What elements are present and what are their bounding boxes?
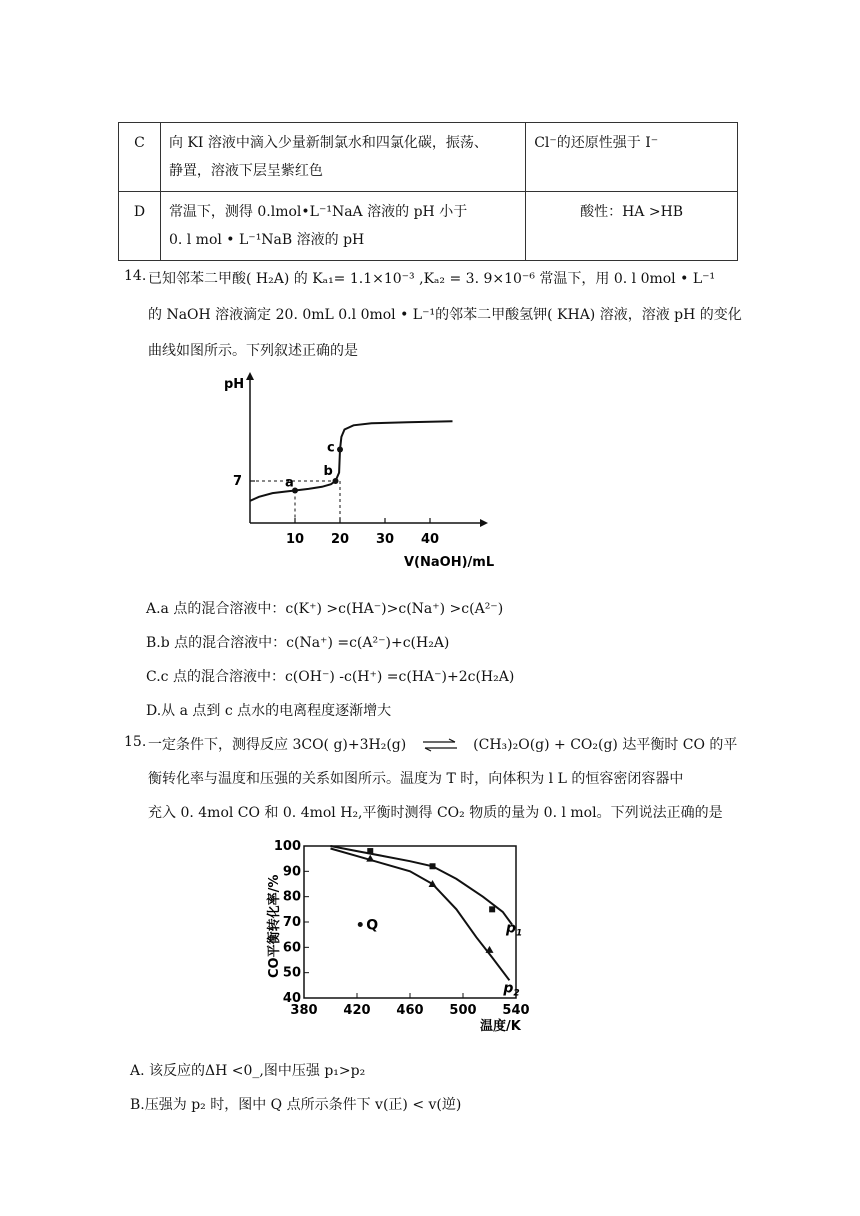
curve-points [285, 441, 343, 494]
row-label: D [119, 192, 161, 261]
reaction-right: (CH₃)₂O(g) + CO₂(g) 达平衡时 CO 的平 [473, 737, 738, 753]
question-text: 衡转化率与温度和压强的关系如图所示。温度为 T 时，向体积为 l L 的恒容密闭容器中 [148, 771, 684, 787]
y-tick-label: 70 [282, 915, 301, 930]
row-label: C [119, 123, 161, 192]
conversion-chart [258, 838, 548, 1038]
question-text: 的 NaOH 溶液滴定 20. 0mL 0.l 0mol • L⁻¹的邻苯二甲酸氢钾( KHA) 溶液，溶液 pH 的变化 [148, 307, 742, 323]
chart-series [331, 846, 523, 998]
y-tick-label: 7 [232, 474, 242, 489]
question-text [148, 734, 737, 754]
x-tick-label: 380 [290, 1003, 318, 1018]
y-axis-arrow [246, 372, 254, 380]
y-tick-label: 100 [273, 839, 301, 854]
x-tick-label: 540 [502, 1003, 530, 1018]
tick-labels [274, 839, 530, 1018]
point-c [337, 447, 343, 453]
x-tick-label: 500 [449, 1003, 477, 1018]
titration-chart [220, 368, 510, 580]
point-label-q: Q [366, 917, 379, 934]
table-row [119, 123, 738, 192]
point-b [333, 478, 339, 484]
x-axis-label: V(NaOH)/mL [404, 555, 495, 570]
y-tick-label: 60 [282, 940, 301, 956]
y-axis-label: pH [224, 377, 245, 392]
table-row [119, 192, 738, 261]
marker-square [430, 863, 436, 869]
row-text-line: 向 KI 溶液中滴入少量新制氯水和四氯化碳，振荡、 [168, 135, 488, 151]
marker-square [367, 848, 373, 854]
x-tick-label: 420 [343, 1003, 371, 1018]
series-label-p1: $p_1$ [506, 920, 523, 939]
row-text-line: 0. l mol • L⁻¹NaB 溶液的 pH [168, 232, 365, 248]
question-text: 曲线如图所示。下列叙述正确的是 [148, 343, 358, 359]
point-label-a: a [285, 475, 294, 491]
answer-option-a: A.a 点的混合溶液中：c(K⁺) >c(HA⁻)>c(Na⁺) >c(A²⁻) [146, 601, 504, 617]
question-number: 14. [124, 268, 147, 284]
ph-curve [250, 421, 453, 501]
answer-option-b: B.压强为 p₂ 时，图中 Q 点所示条件下 v(正) < v(逆) [130, 1097, 462, 1113]
question-text: 已知邻苯二甲酸( H₂A) 的 Kₐ₁= 1.1×10⁻³ ,Kₐ₂ = 3. 9×10⁻⁶ 常温下，用 0. l 0mol • L⁻¹ [148, 271, 716, 287]
row-text [160, 123, 525, 192]
options-table [118, 122, 738, 261]
chart-axes [246, 372, 488, 527]
plot-frame [304, 846, 516, 998]
series-line-p2 [331, 849, 510, 981]
x-axis-label: 温度/K [480, 1019, 521, 1034]
x-tick-label: 30 [375, 532, 395, 547]
x-axis-arrow [480, 519, 488, 527]
reference-lines [250, 481, 340, 523]
row-conclusion: 酸性：HA >HB [526, 192, 738, 261]
point-label-b: b [323, 464, 333, 479]
row-conclusion: Cl⁻的还原性强于 I⁻ [526, 123, 738, 192]
point-label-c: c [327, 440, 335, 456]
tick-labels [233, 474, 439, 547]
question-text: 充入 0. 4mol CO 和 0. 4mol H₂,平衡时测得 CO₂ 物质的量为 0. l mol。下列说法正确的是 [148, 805, 723, 821]
x-tick-label: 460 [396, 1003, 424, 1018]
x-tick-label: 20 [330, 532, 350, 547]
answer-option-c: C.c 点的混合溶液中：c(OH⁻) -c(H⁺) =c(HA⁻)+2c(H₂A) [146, 669, 515, 685]
y-tick-label: 50 [282, 965, 301, 981]
chart-annotations [358, 918, 379, 934]
question-number: 15. [124, 734, 147, 750]
y-tick-label: 80 [282, 889, 301, 905]
marker-square [489, 906, 495, 912]
answer-option-d: D.从 a 点到 c 点水的电离程度逐渐增大 [146, 703, 392, 719]
row-text [160, 192, 525, 261]
answer-option-b: B.b 点的混合溶液中：c(Na⁺) =c(A²⁻)+c(H₂A) [146, 635, 450, 651]
row-text-line: 静置，溶液下层呈紫红色 [168, 163, 323, 179]
series-label-p2: $p_2$ [503, 980, 520, 999]
answer-option-a: A. 该反应的ΔH <0_,图中压强 p₁>p₂ [130, 1063, 366, 1079]
y-tick-label: 40 [282, 991, 301, 1006]
x-tick-label: 40 [420, 532, 440, 547]
row-text-line: 常温下，测得 0.lmol•L⁻¹NaA 溶液的 pH 小于 [168, 204, 468, 220]
reaction-left: 一定条件下，测得反应 3CO( g)+3H₂(g) [148, 737, 407, 753]
x-tick-label: 10 [285, 532, 305, 547]
point-q [358, 922, 363, 927]
equilibrium-arrow-icon [421, 738, 459, 752]
series-line-p1 [331, 846, 513, 925]
y-tick-label: 90 [282, 864, 301, 880]
y-axis-label: CO平衡转化率/% [267, 874, 282, 978]
